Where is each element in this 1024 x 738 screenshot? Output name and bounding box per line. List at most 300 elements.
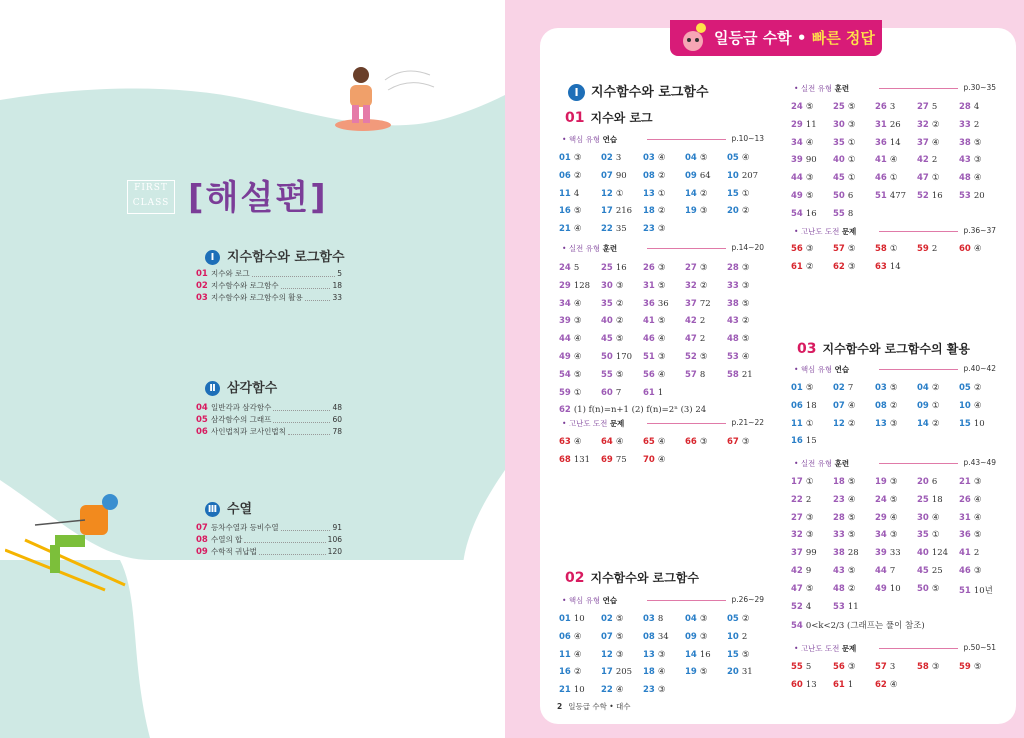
answer-value: ④ xyxy=(573,298,582,309)
answer-item xyxy=(643,650,665,660)
answer-value: ⑤ xyxy=(805,102,814,112)
answer-item xyxy=(601,685,623,695)
question-number: 20 xyxy=(727,667,739,678)
answer-item xyxy=(959,513,981,523)
answer-item xyxy=(601,153,621,163)
answer-item xyxy=(559,171,581,181)
answer-item xyxy=(917,138,939,148)
question-number: 65 xyxy=(643,437,655,447)
answer-item xyxy=(875,120,901,130)
question-number: 06 xyxy=(559,170,571,181)
toc-item[interactable]: 06 사인법칙과 코사인법칙 78 xyxy=(196,427,342,437)
unit-number: Ⅱ xyxy=(205,381,220,396)
question-number: 34 xyxy=(791,137,803,148)
answer-value: ③ xyxy=(657,352,666,362)
answer-item xyxy=(643,189,665,199)
answer-value: ⑤ xyxy=(615,369,624,380)
question-number: 18 xyxy=(833,477,845,487)
question-number: 25 xyxy=(601,263,613,273)
answer-value: ③ xyxy=(889,477,898,487)
answer-value: 18 xyxy=(931,494,943,505)
question-number: 48 xyxy=(727,334,739,345)
question-number: 18 xyxy=(643,667,655,678)
question-number: 21 xyxy=(959,477,971,487)
answer-item xyxy=(643,685,665,695)
answer-value: ③ xyxy=(973,566,982,576)
question-number: 07 xyxy=(601,170,613,181)
answer-value: 2 xyxy=(805,494,812,505)
answer-item xyxy=(833,173,855,183)
answer-value: 5 xyxy=(573,263,580,273)
answer-item xyxy=(791,262,813,272)
answer-item xyxy=(601,437,623,447)
answer-item xyxy=(959,530,981,540)
answer-item xyxy=(559,685,585,695)
question-number: 37 xyxy=(791,548,803,559)
unit-number: Ⅰ xyxy=(205,250,220,265)
answer-unit-heading xyxy=(568,81,709,101)
answer-value: ③ xyxy=(573,153,582,163)
page-title: [해설편] xyxy=(188,178,328,218)
question-number: 30 xyxy=(833,119,845,130)
question-number: 24 xyxy=(791,102,803,112)
answer-item xyxy=(833,102,855,112)
question-number: 45 xyxy=(917,566,929,576)
answer-value: ④ xyxy=(615,685,624,696)
unit-title: 지수함수와 로그함수 xyxy=(591,85,709,100)
toc-item[interactable]: 01 지수와 로그 5 xyxy=(196,269,342,279)
answer-value: ⑤ xyxy=(615,334,624,345)
question-number: 51 xyxy=(959,585,971,596)
answer-item xyxy=(559,437,581,447)
answer-item xyxy=(875,155,897,165)
question-number: 02 xyxy=(601,153,613,163)
question-number: 46 xyxy=(959,566,971,576)
answer-value: ⑤ xyxy=(847,512,856,523)
answer-item xyxy=(875,138,901,148)
question-number: 20 xyxy=(727,206,739,217)
answer-value: 16 xyxy=(805,208,817,219)
question-number: 52 xyxy=(685,352,697,362)
question-number: 56 xyxy=(833,662,845,672)
question-number: 11 xyxy=(559,188,571,199)
answer-item xyxy=(643,455,665,465)
answer-value: ② xyxy=(805,261,814,272)
answer-item xyxy=(727,632,747,642)
answer-item xyxy=(643,437,665,447)
question-number: 07 xyxy=(601,631,613,642)
question-number: 12 xyxy=(601,188,613,199)
answer-value: ⑤ xyxy=(741,649,750,660)
question-number: 57 xyxy=(685,369,697,380)
answer-value: ① xyxy=(805,418,814,429)
answer-value: ③ xyxy=(657,685,666,696)
question-number: 36 xyxy=(643,298,655,309)
answer-item xyxy=(685,614,707,624)
question-number: 15 xyxy=(727,188,739,199)
answer-item xyxy=(959,419,985,429)
answer-value: ③ xyxy=(573,316,582,327)
answer-value: ③ xyxy=(805,244,814,254)
answer-item xyxy=(791,436,817,446)
answer-item xyxy=(601,614,623,624)
answer-item xyxy=(559,299,581,309)
banner-highlight: 빠른 정답 xyxy=(811,29,875,47)
answer-value: 14 xyxy=(889,261,901,272)
question-number: 28 xyxy=(833,512,845,523)
answer-value: 16 xyxy=(931,191,943,201)
answer-item xyxy=(791,173,813,183)
answer-value: 20 xyxy=(973,191,985,201)
toc-item[interactable]: 07 등차수열과 등비수열 91 xyxy=(196,523,342,533)
answer-item xyxy=(959,495,981,505)
unit-heading-3 xyxy=(205,498,252,517)
answer-value: ② xyxy=(615,316,624,327)
answer-item xyxy=(685,650,711,660)
answer-item xyxy=(685,437,707,447)
answer-value: 11 xyxy=(805,119,817,130)
answer-value: ④ xyxy=(973,494,982,505)
answer-item xyxy=(685,352,707,362)
answer-value: ③ xyxy=(805,530,814,541)
answer-item xyxy=(559,153,581,163)
answer-item xyxy=(643,281,665,291)
answer-value: ③ xyxy=(973,477,982,487)
answer-item xyxy=(959,191,985,201)
sub-header: • 고난도 도전 문제 p.21~22 xyxy=(562,418,764,428)
answer-value: ④ xyxy=(573,352,582,362)
answer-item xyxy=(727,667,753,677)
answer-value: ③ xyxy=(657,224,666,235)
answer-value: ① xyxy=(889,173,898,184)
toc-item[interactable]: 02 지수함수와 로그함수 18 xyxy=(196,281,342,291)
answer-item xyxy=(559,614,585,624)
question-number: 58 xyxy=(875,244,887,254)
answer-item xyxy=(727,153,749,163)
section-heading-01: 01 지수와 로그 xyxy=(565,110,653,126)
answer-item xyxy=(643,334,665,344)
answer-value: ⑤ xyxy=(657,316,666,327)
answer-item xyxy=(685,263,707,273)
answer-item xyxy=(727,334,749,344)
answer-value: 5 xyxy=(931,102,938,112)
answer-item xyxy=(917,419,939,429)
question-number: 17 xyxy=(601,667,613,678)
answer-value: ③ xyxy=(889,418,898,429)
answer-value: 2 xyxy=(931,244,938,254)
question-number: 05 xyxy=(959,383,971,393)
question-number: 29 xyxy=(791,119,803,130)
answer-item xyxy=(791,120,817,130)
answer-value: ③ xyxy=(847,261,856,272)
answer-value: ⑤ xyxy=(973,662,982,672)
answer-value: 64 xyxy=(699,170,711,181)
answer-value: ② xyxy=(889,400,898,411)
answer-value: ① xyxy=(805,477,814,487)
answer-value: ⑤ xyxy=(847,477,856,487)
question-number: 44 xyxy=(559,334,571,345)
answer-value: ④ xyxy=(657,334,666,345)
answer-value: ③ xyxy=(615,280,624,291)
answer-value: 31 xyxy=(741,667,753,678)
answer-value: 3 xyxy=(889,102,896,112)
answer-value: (1) f(n)=n+1 (2) f(n)=2ⁿ (3) 24 xyxy=(573,405,707,416)
answer-value: ⑤ xyxy=(889,494,898,505)
answer-value: ⑤ xyxy=(805,191,814,201)
answer-item xyxy=(601,299,623,309)
answer-item xyxy=(643,206,665,216)
question-number: 04 xyxy=(917,383,929,393)
answer-item xyxy=(643,224,665,234)
answer-value: ③ xyxy=(657,263,666,273)
answer-value: ② xyxy=(931,119,940,130)
answer-item xyxy=(791,530,813,540)
answer-value: 7 xyxy=(615,387,622,398)
answer-item xyxy=(601,263,627,273)
answer-value: 7 xyxy=(847,383,854,393)
answer-item xyxy=(875,495,897,505)
quick-answer-banner xyxy=(670,20,882,56)
answer-value: 2 xyxy=(699,316,706,327)
page-number: 2 xyxy=(557,702,563,711)
answer-item xyxy=(875,513,897,523)
answer-value: ⑤ xyxy=(741,334,750,345)
answer-value: ⑤ xyxy=(805,583,814,594)
answer-item xyxy=(601,667,632,677)
answer-item xyxy=(791,477,813,487)
answer-item xyxy=(791,383,813,393)
answer-value: ④ xyxy=(931,137,940,148)
question-number: 09 xyxy=(685,170,697,181)
answer-item xyxy=(559,632,581,642)
question-number: 21 xyxy=(559,685,571,696)
answer-value: ② xyxy=(741,316,750,327)
unit-number: Ⅰ xyxy=(568,84,585,101)
answer-value: 75 xyxy=(615,454,627,465)
question-number: 48 xyxy=(833,583,845,594)
answer-value: ④ xyxy=(741,352,750,362)
answer-value: ④ xyxy=(889,155,898,166)
answer-item xyxy=(959,662,981,672)
answer-value: ⑤ xyxy=(573,369,582,380)
toc-item[interactable]: 05 삼각함수의 그래프 60 xyxy=(196,415,342,425)
answer-value: ③ xyxy=(889,530,898,541)
answer-value: ⑤ xyxy=(973,530,982,541)
answer-item xyxy=(643,316,665,326)
question-number: 56 xyxy=(791,244,803,254)
banner-title: 일등급 수학 • xyxy=(714,29,812,47)
answer-item xyxy=(959,584,993,596)
answer-item xyxy=(959,566,981,576)
toc-item[interactable]: 04 일반각과 삼각함수 48 xyxy=(196,403,342,413)
answer-value: 3 xyxy=(889,662,896,672)
question-number: 36 xyxy=(959,530,971,541)
answer-item xyxy=(791,155,817,165)
question-number: 58 xyxy=(727,369,739,380)
answer-value: ④ xyxy=(573,631,582,642)
answer-value: ② xyxy=(657,170,666,181)
answer-value: ⑤ xyxy=(847,102,856,112)
answer-item xyxy=(791,662,811,672)
answer-item xyxy=(559,352,581,362)
answer-item xyxy=(917,495,943,505)
unit-title: 수열 xyxy=(227,502,253,517)
answer-item xyxy=(727,316,749,326)
question-number: 21 xyxy=(559,224,571,235)
question-number: 19 xyxy=(875,477,887,487)
answer-value: 10 xyxy=(889,583,901,594)
answer-item xyxy=(959,155,981,165)
answer-value: ④ xyxy=(573,224,582,235)
answer-item xyxy=(601,281,623,291)
question-number: 24 xyxy=(875,494,887,505)
answer-item xyxy=(917,120,939,130)
toc-item[interactable]: 09 수학적 귀납법 120 xyxy=(196,547,342,557)
question-number: 31 xyxy=(875,119,887,130)
answer-value: ⑤ xyxy=(615,614,624,624)
question-number: 59 xyxy=(559,387,571,398)
answer-value: ④ xyxy=(573,437,582,447)
answer-value: ② xyxy=(973,383,982,393)
question-number: 30 xyxy=(917,512,929,523)
question-number: 09 xyxy=(685,631,697,642)
question-number: 15 xyxy=(727,649,739,660)
question-number: 50 xyxy=(917,583,929,594)
question-number: 37 xyxy=(685,298,697,309)
question-number: 08 xyxy=(875,400,887,411)
toc-item[interactable]: 08 수열의 합 106 xyxy=(196,535,342,545)
answer-item xyxy=(875,102,895,112)
question-number: 05 xyxy=(727,614,739,624)
answer-value: ② xyxy=(699,280,708,291)
answer-value: ② xyxy=(741,614,750,624)
skier-illustration xyxy=(5,490,135,600)
answer-value: 7 xyxy=(889,566,896,576)
question-number: 06 xyxy=(559,631,571,642)
answer-value: 207 xyxy=(741,170,759,181)
question-number: 43 xyxy=(959,155,971,166)
answer-value: 34 xyxy=(657,631,669,642)
answer-item xyxy=(917,584,939,594)
question-number: 24 xyxy=(559,263,571,273)
question-number: 56 xyxy=(643,369,655,380)
question-number: 32 xyxy=(917,119,929,130)
question-number: 01 xyxy=(559,153,571,163)
question-number: 61 xyxy=(833,679,845,690)
answer-value: ③ xyxy=(847,119,856,130)
question-number: 57 xyxy=(875,662,887,672)
answer-item xyxy=(833,584,855,594)
question-number: 49 xyxy=(875,583,887,594)
answer-value: ③ xyxy=(741,263,750,273)
answer-item xyxy=(833,662,855,672)
answer-value: ④ xyxy=(573,334,582,345)
answer-value: ① xyxy=(615,188,624,199)
answer-item xyxy=(833,530,855,540)
answer-item xyxy=(559,650,581,660)
question-number: 10 xyxy=(727,631,739,642)
first-class-logo xyxy=(127,180,175,214)
answer-value: ④ xyxy=(657,153,666,163)
answer-value: ④ xyxy=(741,153,750,163)
toc-item[interactable]: 03 지수함수와 로그함수의 활용 33 xyxy=(196,293,342,303)
answer-item xyxy=(917,102,937,112)
answer-item xyxy=(791,619,925,631)
answer-value: 26 xyxy=(889,119,901,130)
answer-item xyxy=(875,662,895,672)
answer-item xyxy=(727,352,749,362)
answer-value: 21 xyxy=(741,369,753,380)
answer-item xyxy=(917,401,939,411)
answer-value: ⑤ xyxy=(615,631,624,642)
question-number: 16 xyxy=(559,667,571,678)
answer-item xyxy=(727,299,749,309)
answer-item xyxy=(791,102,813,112)
question-number: 45 xyxy=(833,173,845,184)
question-number: 54 xyxy=(791,621,803,632)
answer-item xyxy=(875,244,897,254)
question-number: 39 xyxy=(791,155,803,166)
answer-value: ① xyxy=(931,400,940,411)
question-number: 38 xyxy=(959,137,971,148)
sub-header: • 실전 유형 훈련 p.30~35 xyxy=(794,83,996,93)
question-number: 70 xyxy=(643,454,655,465)
question-number: 58 xyxy=(917,662,929,672)
question-number: 41 xyxy=(959,548,971,559)
answer-item xyxy=(727,437,749,447)
question-number: 43 xyxy=(727,316,739,327)
answer-value: 170 xyxy=(615,352,633,362)
answer-item xyxy=(959,548,979,558)
answer-value: 25 xyxy=(931,566,943,576)
question-number: 47 xyxy=(685,334,697,345)
question-number: 14 xyxy=(917,418,929,429)
question-number: 35 xyxy=(917,530,929,541)
answer-item xyxy=(833,548,859,558)
answer-item xyxy=(791,513,813,523)
answer-item xyxy=(833,566,855,576)
answer-value: 10 xyxy=(573,685,585,696)
question-number: 13 xyxy=(875,418,887,429)
answer-item xyxy=(959,138,981,148)
answer-value: 11 xyxy=(847,601,859,612)
question-number: 37 xyxy=(917,137,929,148)
question-number: 51 xyxy=(643,352,655,362)
answer-item xyxy=(685,632,707,642)
question-number: 33 xyxy=(833,530,845,541)
answer-value: 205 xyxy=(615,667,633,678)
answer-value: 90 xyxy=(805,155,817,166)
question-number: 17 xyxy=(791,477,803,487)
answer-value: ③ xyxy=(699,631,708,642)
question-number: 02 xyxy=(833,383,845,393)
question-number: 06 xyxy=(791,400,803,411)
answer-value: 6 xyxy=(847,191,854,201)
question-number: 42 xyxy=(791,566,803,576)
answer-value: 36 xyxy=(657,298,669,309)
unit-heading-2 xyxy=(205,377,277,396)
answer-value: ⑤ xyxy=(889,383,898,393)
answer-value: 9 xyxy=(805,566,812,576)
answer-item xyxy=(959,383,981,393)
answer-value: 124 xyxy=(931,548,949,559)
question-number: 55 xyxy=(791,662,803,672)
answer-value: ④ xyxy=(805,137,814,148)
question-number: 60 xyxy=(601,387,613,398)
answer-item xyxy=(559,316,581,326)
answer-item xyxy=(875,419,897,429)
answer-value: 10 xyxy=(973,418,985,429)
